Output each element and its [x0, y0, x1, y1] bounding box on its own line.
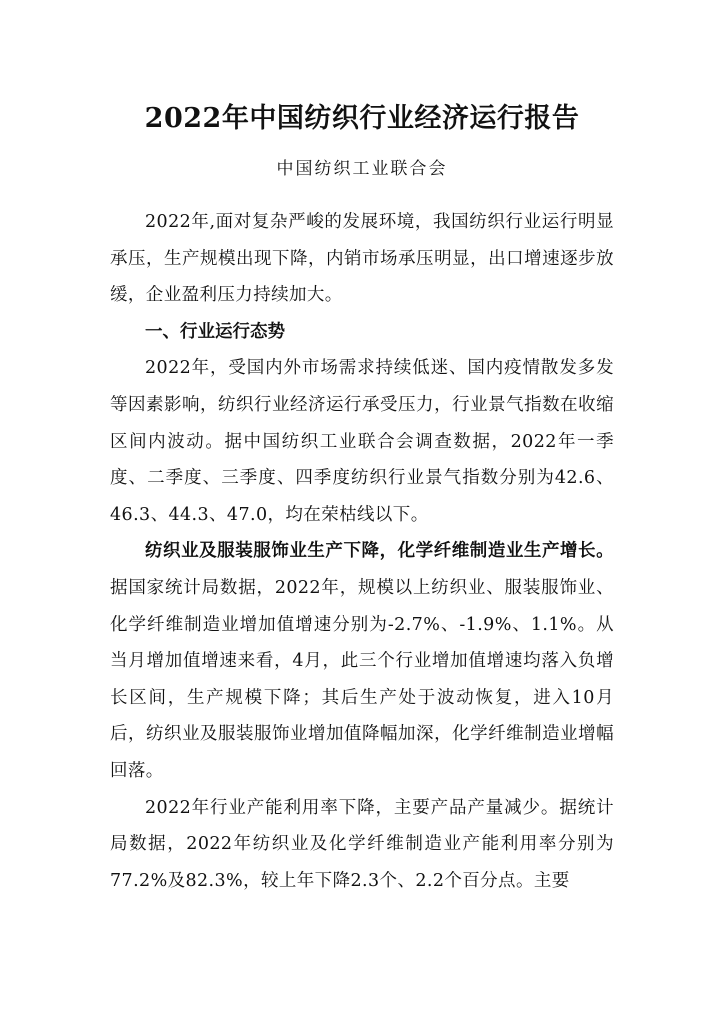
section-heading: 一、行业运行态势: [145, 321, 285, 342]
paragraph-production: [110, 533, 614, 789]
intro-paragraph: 2022年,面对复杂严峻的发展环境，我国纺织行业运行明显承压，生产规模出现下降，内销市场承压明显，出口增速逐步放缓，企业盈利压力持续加大。: [110, 212, 614, 306]
document-author: 中国纺织工业联合会: [276, 159, 448, 179]
paragraph-industry-index: 2022年，受国内外市场需求持续低迷、国内疫情散发多发等因素影响，纺织行业经济运行承受压力，行业景气指数在收缩区间内波动。据中国纺织工业联合会调查数据，2022年一季度、二季度、三季度、四季度纺织行业景气指数分别为42.6、46.3、44.3、47.0，均在荣枯线以下。: [110, 358, 614, 525]
paragraph-capacity: 2022年行业产能利用率下降，主要产品产量减少。据统计局数据，2022年纺织业及化学纤维制造业产能利用率分别为77.2%及82.3%，较上年下降2.3个、2.2个百分点。主要: [110, 797, 614, 891]
document-body: [110, 204, 614, 899]
paragraph-production-text: 据国家统计局数据，2022年，规模以上纺织业、服装服饰业、化学纤维制造业增加值增速分别为-2.7%、-1.9%、1.1%。从当月增加值增速来看，4月，此三个行业增加值增速均落入负增长区间，生产规模下降；其后生产处于波动恢复，进入10月后，纺织业及服装服饰业增加值降幅加深，化学纤维制造业增幅回落。: [110, 577, 614, 781]
document-title: 2022年中国纺织行业经济运行报告: [144, 103, 580, 134]
paragraph-lead-bold: 纺织业及服装服饰业生产下降，化学纤维制造业生产增长。: [145, 541, 614, 562]
